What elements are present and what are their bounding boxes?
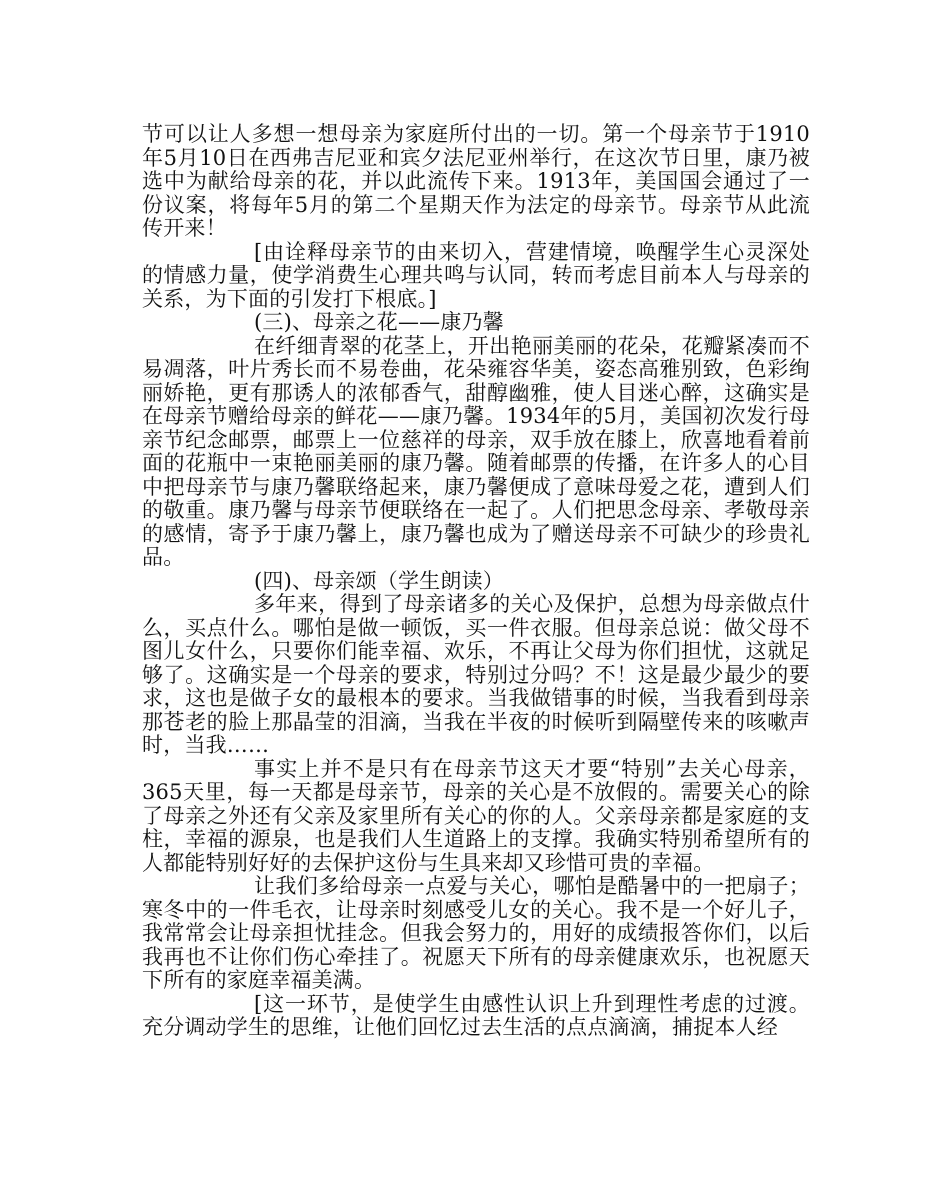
paragraph-teaching-note-2: [这一环节，是使学生由感性认识上升到理性考虑的过渡。充分调动学生的思维，让他们回忆过去生活的点点滴滴，捕捉本人经 [142, 991, 810, 1039]
paragraph-mother-care: 多年来，得到了母亲诸多的关心及保护，总想为母亲做点什么，买点什么。哪怕是做一顿饭，买一件衣服。但母亲总说：做父母不图儿女什么，只要你们能幸福、欢乐，不再让父母为你们担忧，这就足够了。这确实是一个母亲的要求，特别过分吗？不！这是最少最少的要求，这也是做子女的最根本的要求。当我做错事的时候，当我看到母亲那苍老的脸上那晶莹的泪滴，当我在半夜的时候听到隔壁传来的咳嗽声时，当我…… [142, 592, 810, 757]
document-body [142, 123, 810, 1040]
section-heading-carnation: (三)、母亲之花——康乃馨 [254, 310, 504, 334]
paragraph-carnation: 在纤细青翠的花茎上，开出艳丽美丽的花朵，花瓣紧凑而不易凋落，叶片秀长而不易卷曲，花朵雍容华美，姿态高雅别致，色彩绚丽娇艳，更有那诱人的浓郁香气，甜醇幽雅，使人目迷心醉，这确实是在母亲节赠给母亲的鲜花——康乃馨。1934年的5月，美国初次发行母亲节纪念邮票，邮票上一位慈祥的母亲，双手放在膝上，欣喜地看着前面的花瓶中一束艳丽美丽的康乃馨。随着邮票的传播，在许多人的心目中把母亲节与康乃馨联络起来，康乃馨便成了意味母爱之花，遭到人们的敬重。康乃馨与母亲节便联络在一起了。人们把思念母亲、孝敬母亲的感情，寄予于康乃馨上，康乃馨也成为了赠送母亲不可缺少的珍贵礼品。 [142, 333, 810, 569]
paragraph-every-day: 事实上并不是只有在母亲节这天才要“特别”去关心母亲，365天里，每一天都是母亲节，母亲的关心是不放假的。需要关心的除了母亲之外还有父亲及家里所有关心的你的人。父亲母亲都是家庭的支柱，幸福的源泉，也是我们人生道路上的支撑。我确实特别希望所有的人都能特别好好的去保护这份与生具来却又珍惜可贵的幸福。 [142, 756, 810, 875]
section-heading-mother-ode: (四)、母亲颂（学生朗读） [254, 568, 504, 593]
paragraph-more-love: 让我们多给母亲一点爱与关心，哪怕是酷暑中的一把扇子；寒冬中的一件毛衣，让母亲时刻感受儿女的关心。我不是一个好儿子，我常常会让母亲担忧挂念。但我会努力的，用好的成绩报答你们，以后我再也不让你们伤心牵挂了。祝愿天下所有的母亲健康欢乐，也祝愿天下所有的家庭幸福美满。 [142, 874, 810, 992]
paragraph-mothers-day-history: 节可以让人多想一想母亲为家庭所付出的一切。第一个母亲节于1910年5月10日在西弗吉尼亚和宾夕法尼亚州举行，在这次节日里，康乃被选中为献给母亲的花，并以此流传下来。1913年，美国国会通过了一份议案，将每年5月的第二个星期天作为法定的母亲节。母亲节从此流传开来！ [142, 122, 810, 240]
paragraph-teaching-note-1: [由诠释母亲节的由来切入，营建情境，唤醒学生心灵深处的情感力量，使学消费生心理共鸣与认同，转而考虑目前本人与母亲的关系，为下面的引发打下根底。] [142, 239, 810, 311]
